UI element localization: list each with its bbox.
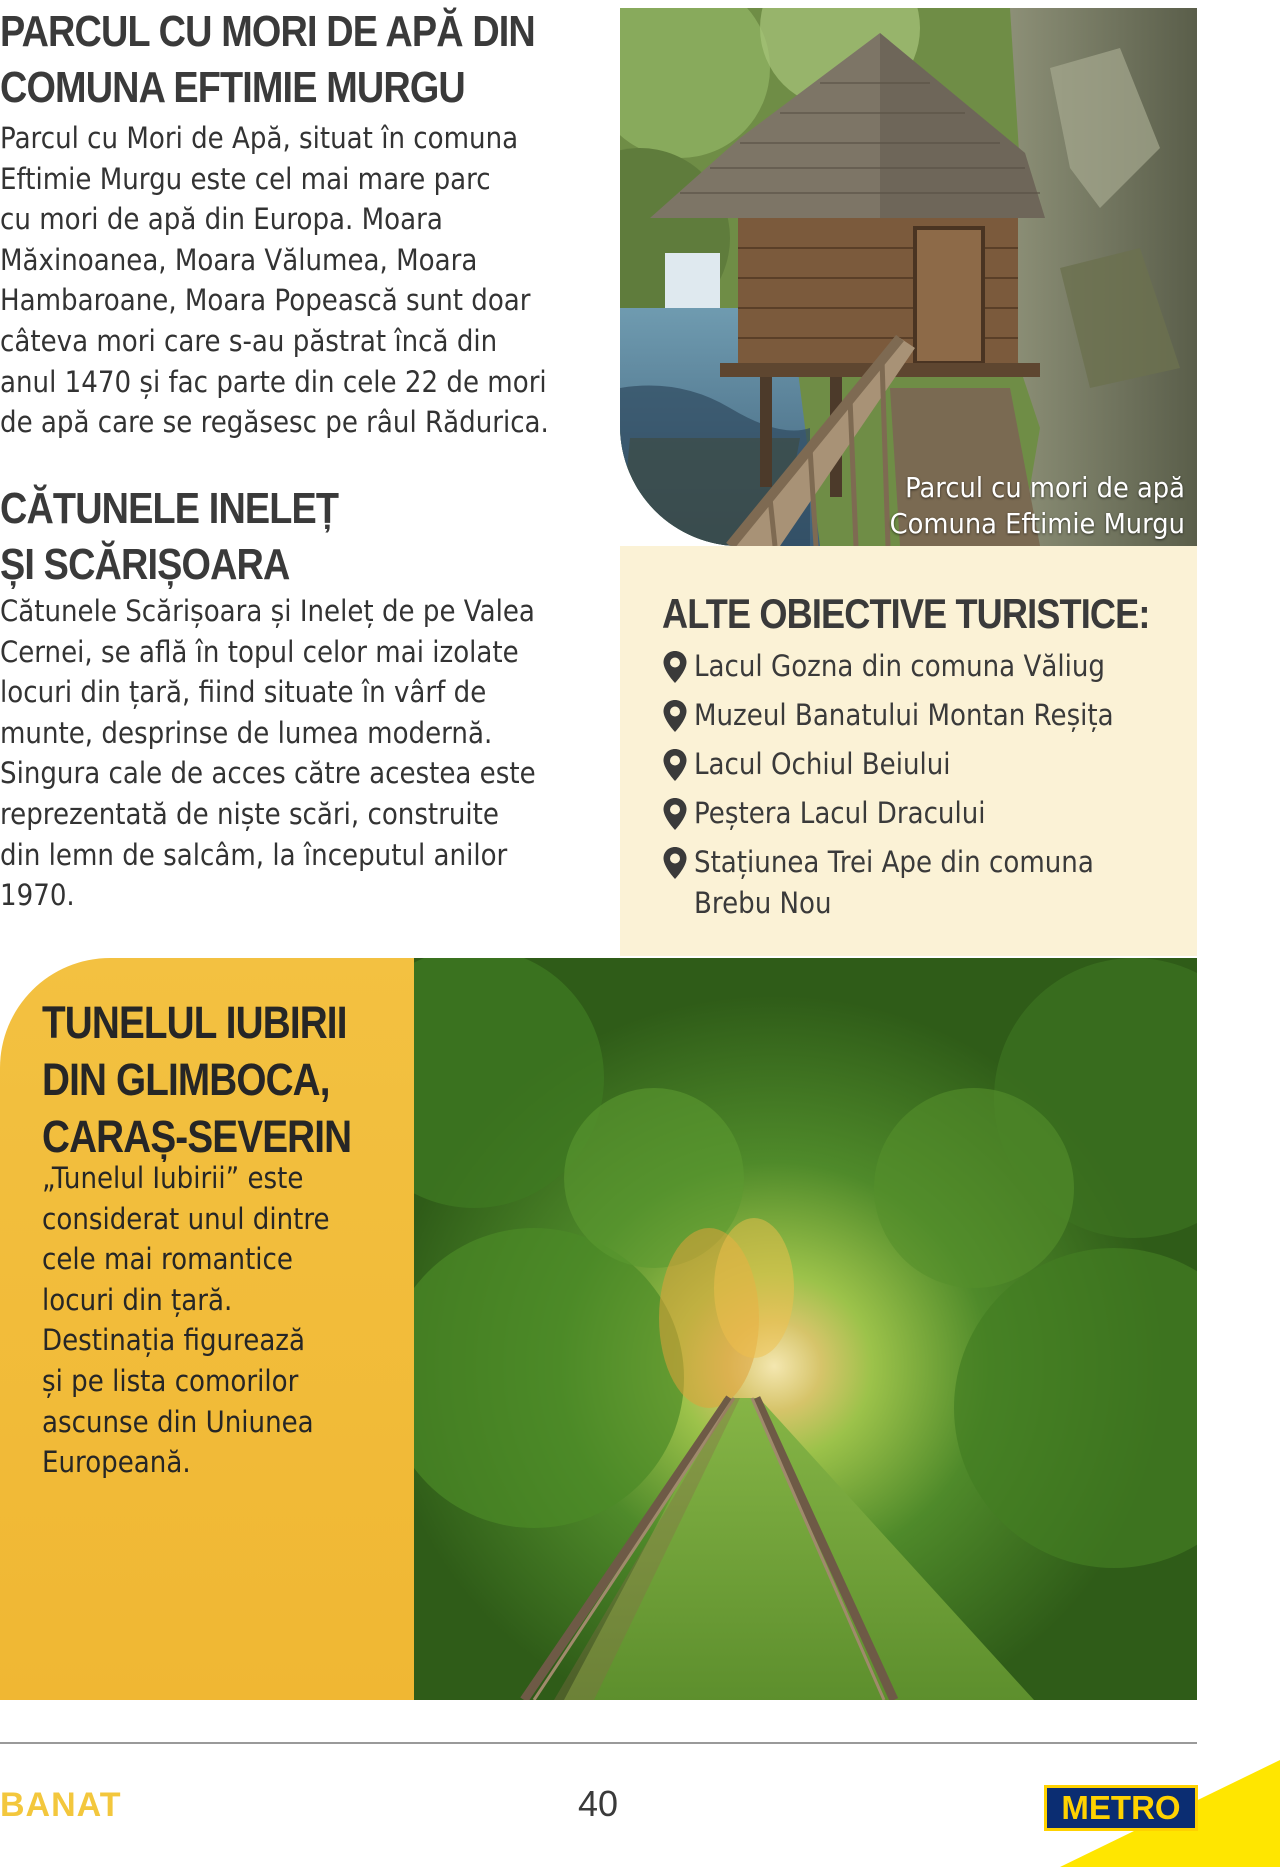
- alte-obiective-title: ALTE OBIECTIVE TURISTICE:: [662, 590, 1150, 637]
- body-line: Europeană.: [42, 1445, 191, 1480]
- title-line: TUNELUL IUBIRII: [42, 997, 347, 1048]
- map-pin-icon: [662, 748, 688, 782]
- body-line: Parcul cu Mori de Apă, situat în comuna: [0, 121, 519, 155]
- footer-divider: [0, 1742, 1197, 1744]
- body-line: și pe lista comorilor: [42, 1363, 299, 1398]
- body-line: Destinația figurează: [42, 1323, 306, 1358]
- section-parcul-mori: [0, 4, 600, 443]
- body-line: anul 1470 și fac parte din cele 22 de mori: [0, 364, 547, 399]
- body-line: câteva mori care s-au păstrat încă din: [0, 323, 498, 358]
- tunel-text-panel: [0, 958, 414, 1700]
- body-line: Cernei, se află în topul celor mai izolate: [0, 634, 519, 669]
- section-body-parcul-mori: [0, 118, 549, 443]
- body-line: ascunse din Uniunea: [42, 1404, 314, 1439]
- body-line: Hambaroane, Moara Popească sunt doar: [0, 283, 531, 318]
- alte-obiective-box: [620, 546, 1197, 956]
- body-line: 1970.: [0, 878, 75, 913]
- title-line: CĂTUNELE INELEȚ: [0, 484, 339, 533]
- list-item-label: Brebu Nou: [694, 886, 832, 920]
- map-pin-icon: [662, 797, 688, 831]
- section-title-parcul-mori: [0, 4, 535, 116]
- mill-photo: [620, 8, 1197, 546]
- body-line: Măxinoanea, Moara Vălumea, Moara: [0, 242, 478, 277]
- section-catunele: [0, 481, 600, 916]
- mill-illustration: [620, 8, 1197, 546]
- tunnel-illustration: [414, 958, 1197, 1700]
- metro-logo: METRO: [1044, 1785, 1198, 1831]
- body-line: din lemn de salcâm, la începutul anilor: [0, 837, 508, 872]
- list-item: [662, 646, 1160, 687]
- alte-obiective-list: [662, 646, 1160, 932]
- body-line: reprezentată de niște scări, construite: [0, 796, 499, 831]
- title-line: CARAȘ-SEVERIN: [42, 1111, 352, 1162]
- title-line: DIN GLIMBOCA,: [42, 1054, 330, 1105]
- body-line: Cătunele Scărișoara și Ineleț de pe Valea: [0, 594, 535, 628]
- title-line: COMUNA EFTIMIE MURGU: [0, 63, 465, 112]
- body-line: considerat unul dintre: [42, 1201, 330, 1236]
- caption-line: Comuna Eftimie Murgu: [889, 507, 1185, 540]
- list-item-label: Stațiunea Trei Ape din comuna: [694, 845, 1094, 879]
- list-item-label: Muzeul Banatului Montan Reșița: [694, 698, 1114, 732]
- page-number: 40: [578, 1783, 619, 1824]
- body-line: „Tunelul Iubirii” este: [42, 1161, 304, 1195]
- title-line: ȘI SCĂRIȘOARA: [0, 540, 290, 589]
- section-title-tunel: [42, 994, 351, 1165]
- body-line: Singura cale de acces către acestea este: [0, 756, 536, 791]
- tunel-photo: [414, 958, 1197, 1700]
- mill-photo-caption: [890, 470, 1185, 542]
- list-item-label: Peștera Lacul Dracului: [694, 796, 986, 830]
- title-line: PARCUL CU MORI DE APĂ DIN: [0, 7, 535, 56]
- list-item-label: Lacul Gozna din comuna Văliug: [694, 649, 1105, 683]
- body-line: cu mori de apă din Europa. Moara: [0, 202, 443, 237]
- body-line: cele mai romantice: [42, 1242, 293, 1277]
- body-line: Eftimie Murgu este cel mai mare parc: [0, 161, 491, 196]
- map-pin-icon: [662, 650, 688, 684]
- body-line: locuri din țară, fiind situate în vârf de: [0, 675, 487, 710]
- section-body-catunele: [0, 591, 540, 916]
- footer-region: BANAT: [0, 1786, 122, 1824]
- map-pin-icon: [662, 699, 688, 733]
- body-line: de apă care se regăsesc pe râul Rădurica.: [0, 405, 549, 440]
- caption-line: Parcul cu mori de apă: [905, 471, 1185, 504]
- body-line: munte, desprinse de lumea modernă.: [0, 715, 493, 750]
- body-line: locuri din țară.: [42, 1282, 233, 1317]
- section-body-tunel: [42, 1158, 330, 1483]
- list-item: [662, 695, 1160, 736]
- list-item: [662, 793, 1160, 834]
- list-item-label: Lacul Ochiul Beiului: [694, 747, 951, 781]
- list-item: [662, 744, 1160, 785]
- list-item: [662, 842, 1160, 924]
- section-title-catunele: [0, 481, 516, 593]
- map-pin-icon: [662, 846, 688, 880]
